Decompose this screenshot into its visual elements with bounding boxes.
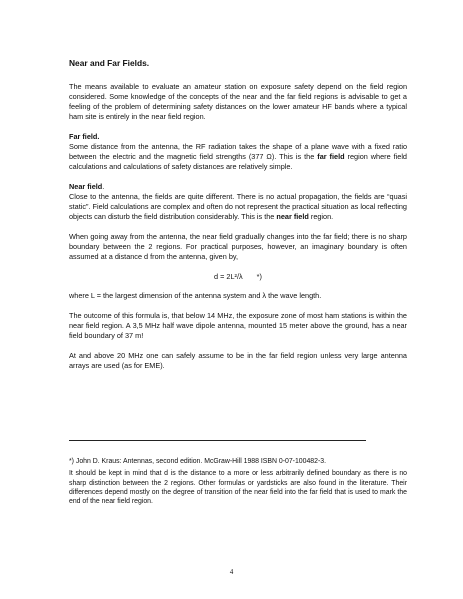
far-field-section [69,132,407,172]
page-title: Near and Far Fields. [69,58,150,68]
footnote-divider [69,440,366,441]
footnote [69,457,407,506]
near-field-heading-text: Near field [69,182,103,191]
far-field-heading: Far field. [69,132,100,141]
footnote-reference: *) John D. Kraus: Antennas, second edition. McGraw-Hill 1988 ISBN 0-07-100482-3. [69,458,327,465]
near-field-text-after: region. [308,212,334,221]
where-paragraph: where L = the largest dimension of the antenna system and λ the wave length. [69,291,322,300]
above-20mhz-paragraph: At and above 20 MHz one can safely assume to be in the far field region unless very large antenna arrays are used (as for EME). [69,351,407,370]
near-field-heading-punct: . [102,182,105,191]
near-field-section [69,182,407,222]
page-number: 4 [229,568,234,576]
intro-paragraph: The means available to evaluate an amateur station on exposure safety depend on the field region considered. Some knowledge of the concepts of the near and the far field regions is advisable to get a feeling of the problem of determining safety distances on the lower amateur HF bands where a typical ham site is entirely in the near field region. [69,82,407,121]
far-field-bold-term: far field [317,152,345,161]
formula-footnote-mark: *) [256,272,262,281]
formula-expression: d = 2L²/λ [214,272,243,281]
far-field-text-after: region where field calculations and calculations of safety distances are relatively simple. [69,152,407,171]
main-content [69,58,407,381]
outcome-paragraph: The outcome of this formula is, that below 14 MHz, the exposure zone of most ham stations is within the near field region. A 3,5 MHz half wave dipole antenna, mounted 15 meter above the ground, has a near field boundary of 37 m! [69,311,407,340]
near-field-text-before: Close to the antenna, the fields are quite different. There is no actual propagation, the fields are “quasi static”. Field calculations are complex and often do not represent the practical situation as local reflecting objects can disturb the field distribution considerably. This is the [69,192,407,221]
near-field-bold-term: near field [276,212,309,221]
near-field-heading [69,182,407,192]
transition-paragraph: When going away from the antenna, the near field gradually changes into the far field; there is no sharp boundary between the 2 regions. For practical purposes, however, an imaginary boundary is often assumed at a distance d from the antenna, given by, [69,232,407,261]
far-field-text-before: Some distance from the antenna, the RF radiation takes the shape of a plane wave with a fixed ratio between the electric and the magnetic field strengths (377 Ω). This is the [69,142,407,161]
footnote-text: It should be kept in mind that d is the distance to a more or less arbitrarily defined boundary as there is no sharp distinction between the 2 regions. Other formulas or yardsticks are also found in the literature. Their differences depend mostly on the degree of transition of the near field into the far field that is used to mark the end of the near field region. [69,470,407,506]
formula [69,272,407,282]
